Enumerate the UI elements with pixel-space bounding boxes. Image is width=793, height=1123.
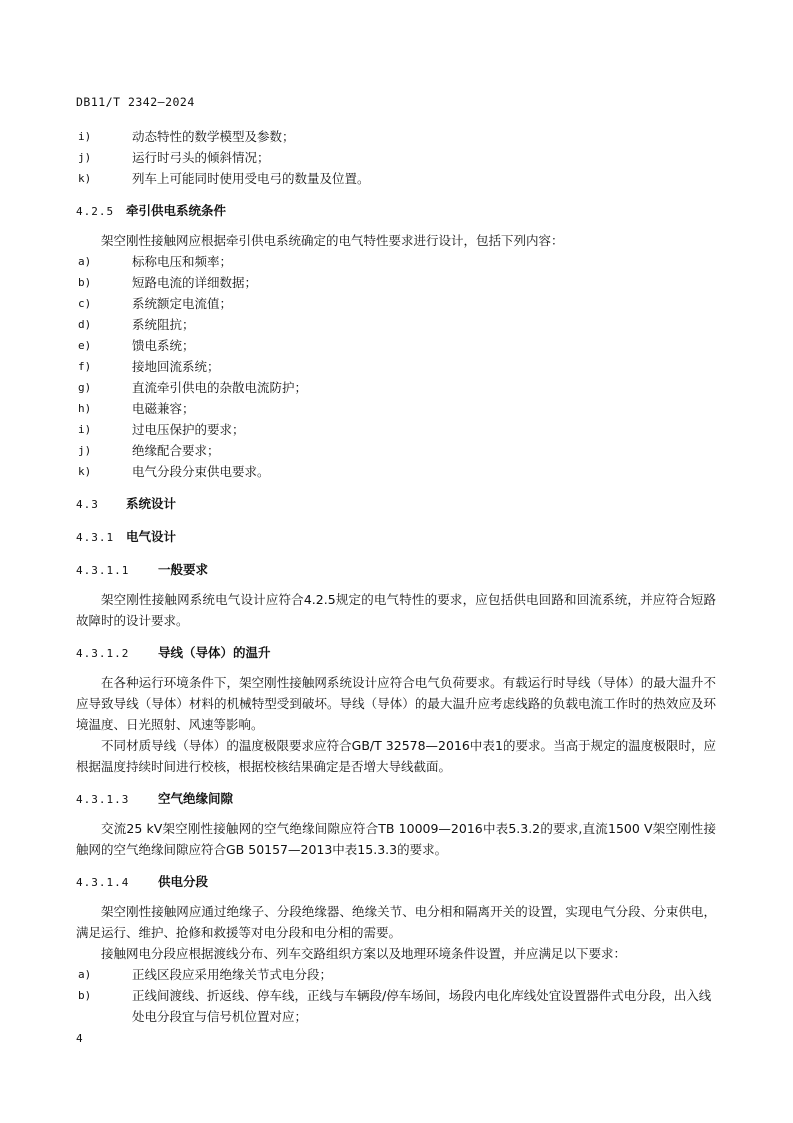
list-item-label: b) bbox=[78, 989, 92, 1002]
section-number: 4.3.1.3 bbox=[76, 793, 130, 806]
section-heading-4-3-1-2 bbox=[76, 642, 716, 664]
list-item-label: k) bbox=[78, 465, 92, 478]
page-number: 4 bbox=[76, 1032, 83, 1045]
section-heading-4-3-1 bbox=[76, 526, 716, 548]
list-item-text: 列车上可能同时使用受电弓的数量及位置。 bbox=[132, 171, 370, 186]
list-item-label: j) bbox=[78, 444, 92, 457]
section-number: 4.3.1.4 bbox=[76, 876, 130, 889]
list-item-text: 系统额定电流值； bbox=[132, 296, 233, 311]
list-item-text: 电磁兼容； bbox=[132, 401, 195, 416]
list-item-text: 绝缘配合要求； bbox=[132, 443, 220, 458]
section-number: 4.3.1.2 bbox=[76, 647, 130, 660]
list-item-text: 动态特性的数学模型及参数； bbox=[132, 129, 295, 144]
list-item-text: 短路电流的详细数据； bbox=[132, 275, 258, 290]
section-number: 4.2.5 bbox=[76, 205, 115, 218]
list-item bbox=[76, 126, 716, 147]
list-item-label: k) bbox=[78, 172, 92, 185]
list-item-label: i) bbox=[78, 423, 92, 436]
list-item bbox=[76, 314, 716, 335]
list-item-label: c) bbox=[78, 297, 92, 310]
section-paragraph: 架空刚性接触网系统电气设计应符合4.2.5规定的电气特性的要求，应包括供电回路和回流系统，并应符合短路故障时的设计要求。 bbox=[76, 592, 716, 628]
list-item-label: h) bbox=[78, 402, 92, 415]
list-item-text: 电气分段分束供电要求。 bbox=[132, 464, 270, 479]
section-heading-4-3-1-1 bbox=[76, 559, 716, 581]
list-item-label: i) bbox=[78, 130, 92, 143]
list-item-text: 标称电压和频率； bbox=[132, 254, 233, 269]
list-item bbox=[76, 147, 716, 168]
requirements-list bbox=[76, 251, 716, 482]
section-title: 牵引供电系统条件 bbox=[126, 203, 227, 218]
section-number: 4.3.1.1 bbox=[76, 564, 130, 577]
list-item bbox=[76, 398, 716, 419]
list-item bbox=[76, 272, 716, 293]
list-item-text: 正线区段应采用绝缘关节式电分段； bbox=[132, 967, 333, 982]
list-item-text: 接地回流系统； bbox=[132, 359, 220, 374]
list-item-text: 运行时弓头的倾斜情况； bbox=[132, 150, 270, 165]
section-title: 供电分段 bbox=[158, 874, 209, 889]
section-title: 导线（导体）的温升 bbox=[158, 645, 271, 660]
section-heading-4-3-1-4 bbox=[76, 871, 716, 893]
section-heading-4-3 bbox=[76, 493, 716, 515]
list-item bbox=[76, 168, 716, 189]
list-item-label: a) bbox=[78, 968, 92, 981]
list-item bbox=[76, 461, 716, 482]
list-item bbox=[76, 335, 716, 356]
list-item-text: 直流牵引供电的杂散电流防护； bbox=[132, 380, 308, 395]
section-number: 4.3.1 bbox=[76, 531, 115, 544]
section-number: 4.3 bbox=[76, 498, 99, 511]
list-item-label: b) bbox=[78, 276, 92, 289]
list-item-label: d) bbox=[78, 318, 92, 331]
list-item bbox=[76, 985, 716, 1027]
section-heading-4-3-1-3 bbox=[76, 788, 716, 810]
section-paragraph: 架空刚性接触网应通过绝缘子、分段绝缘器、绝缘关节、电分相和隔离开关的设置，实现电气分段、分束供电，满足运行、维护、抢修和救援等对电分段和电分相的需要。 bbox=[76, 904, 716, 940]
section-intro: 架空刚性接触网应根据牵引供电系统确定的电气特性要求进行设计，包括下列内容： bbox=[101, 233, 564, 248]
list-item-label: j) bbox=[78, 151, 92, 164]
section-heading-4-2-5 bbox=[76, 200, 716, 222]
list-item-label: f) bbox=[78, 360, 92, 373]
list-item bbox=[76, 356, 716, 377]
list-item-label: g) bbox=[78, 381, 92, 394]
section-paragraph: 交流25 kV架空刚性接触网的空气绝缘间隙应符合TB 10009—2016中表5.3.2的要求,直流1500 V架空刚性接触网的空气绝缘间隙应符合GB 50157—2013中表15.3.3的要求。 bbox=[76, 821, 716, 857]
power-section-list bbox=[76, 964, 716, 1027]
list-item-text: 过电压保护的要求； bbox=[132, 422, 245, 437]
document-id-header: DB11/T 2342—2024 bbox=[76, 95, 195, 109]
section-paragraph: 接触网电分段应根据渡线分布、列车交路组织方案以及地理环境条件设置，并应满足以下要求： bbox=[101, 946, 627, 961]
list-item-text: 正线间渡线、折返线、停车线，正线与车辆段/停车场间，场段内电化库线处宜设置器件式电分段，出入线处电分段宜与信号机位置对应； bbox=[132, 988, 712, 1024]
section-title: 系统设计 bbox=[126, 496, 177, 511]
section-paragraph: 在各种运行环境条件下，架空刚性接触网系统设计应符合电气负荷要求。有载运行时导线（导体）的最大温升不应导致导线（导体）材料的机械特型受到破坏。导线（导体）的最大温升应考虑线路的负载电流工作时的热效应及环境温度、日光照射、风速等影响。 bbox=[76, 675, 716, 732]
section-title: 一般要求 bbox=[158, 562, 209, 577]
list-top bbox=[76, 126, 716, 189]
list-item-label: a) bbox=[78, 255, 92, 268]
list-item bbox=[76, 440, 716, 461]
list-item bbox=[76, 251, 716, 272]
section-title: 电气设计 bbox=[126, 529, 177, 544]
list-item-text: 馈电系统； bbox=[132, 338, 195, 353]
list-item-label: e) bbox=[78, 339, 92, 352]
list-item bbox=[76, 419, 716, 440]
section-title: 空气绝缘间隙 bbox=[158, 791, 234, 806]
list-item-text: 系统阻抗； bbox=[132, 317, 195, 332]
page-content bbox=[76, 126, 716, 1027]
list-item bbox=[76, 293, 716, 314]
list-item bbox=[76, 964, 716, 985]
section-paragraph: 不同材质导线（导体）的温度极限要求应符合GB/T 32578—2016中表1的要求。当高于规定的温度极限时，应根据温度持续时间进行校核，根据校核结果确定是否增大导线截面。 bbox=[76, 738, 716, 774]
list-item bbox=[76, 377, 716, 398]
